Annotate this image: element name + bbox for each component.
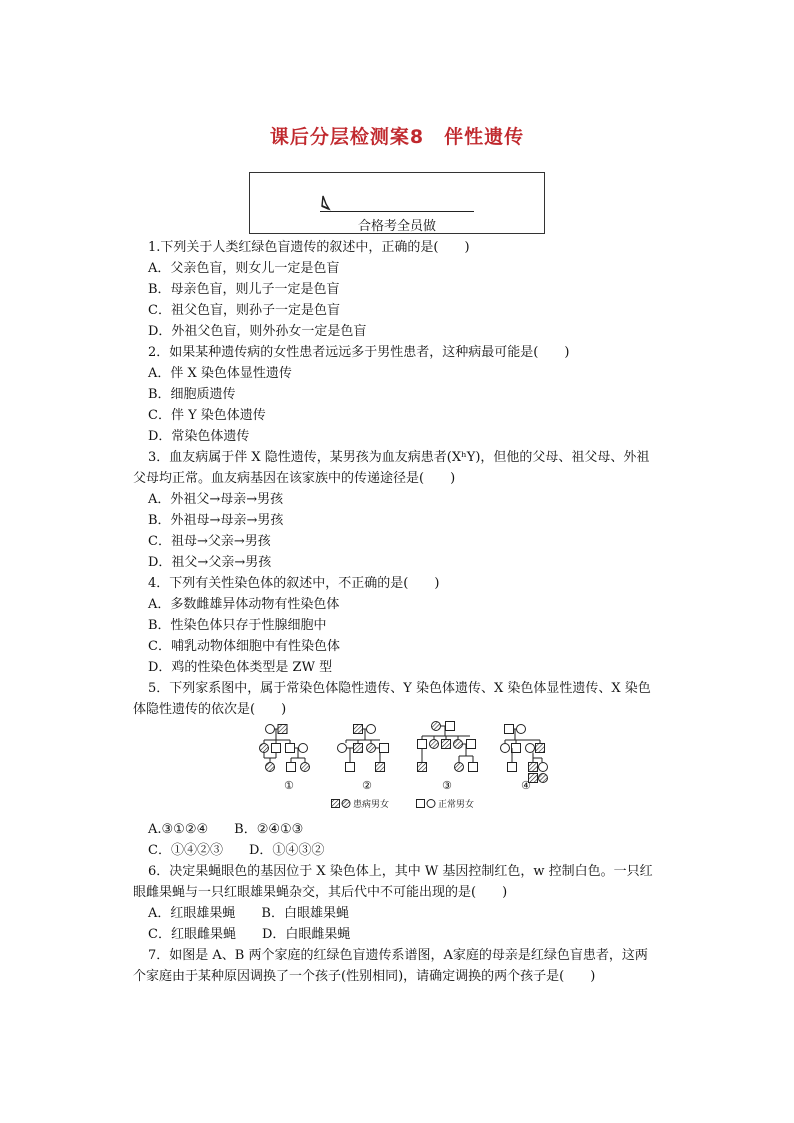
legend-affected-male-icon — [332, 800, 340, 808]
pedigree-4 — [501, 725, 548, 783]
option-5ab: A.③①②④ B．②④①③ — [148, 822, 304, 837]
option-3c: C．祖母→父亲→男孩 — [148, 534, 271, 549]
page-title: 课后分层检测案8 伴性遗传 — [269, 126, 525, 148]
option-1d: D．外祖父色盲，则外孙女一定是色盲 — [148, 324, 367, 339]
badge-rule — [320, 211, 474, 212]
option-3a: A．外祖父→母亲→男孩 — [148, 492, 284, 507]
option-4d: D．鸡的性染色体类型是 ZW 型 — [148, 660, 333, 675]
option-2c: C．伴 Y 染色体遗传 — [148, 408, 266, 423]
question-3-line2: 父母均正常。血友病基因在该家族中的传递途径是( ) — [133, 471, 456, 486]
badge-caption: 合格考全员做 — [357, 219, 436, 234]
option-6cd: C．红眼雌果蝇 D．白眼雌果蝇 — [148, 927, 351, 942]
pedigree-label-2: ② — [362, 779, 372, 792]
option-2a: A．伴 X 染色体显性遗传 — [148, 366, 292, 381]
option-1a: A．父亲色盲，则女儿一定是色盲 — [148, 261, 340, 276]
option-2b: B．细胞质遗传 — [148, 387, 236, 402]
option-3d: D．祖父→父亲→男孩 — [148, 555, 272, 570]
option-4b: B．性染色体只存于性腺细胞中 — [148, 618, 327, 633]
question-6-line2: 眼雌果蝇与一只红眼雄果蝇杂交，其后代中不可能出现的是( ) — [133, 885, 508, 900]
question-5-line2: 体隐性遗传的依次是( ) — [133, 702, 287, 717]
pedigree-figure — [250, 718, 550, 814]
option-1b: B．母亲色盲，则儿子一定是色盲 — [148, 282, 340, 297]
question-7-line2: 个家庭由于某种原因调换了一个孩子(性别相同)，请确定调换的两个孩子是( ) — [133, 969, 596, 984]
option-5cd: C．①④②③ D．①④③② — [148, 843, 325, 858]
question-5-line1: 5．下列家系图中，属于常染色体隐性遗传、Y 染色体遗传、X 染色体显性遗传、X 染色 — [148, 681, 651, 696]
legend-normal-female-icon — [427, 800, 435, 808]
option-6ab: A．红眼雄果蝇 B．白眼雄果蝇 — [148, 906, 349, 921]
level-badge — [249, 172, 545, 234]
question-1: 1.下列关于人类红绿色盲遗传的叙述中，正确的是( ) — [148, 240, 470, 255]
option-4c: C．哺乳动物体细胞中有性染色体 — [148, 639, 340, 654]
legend-normal-label: 正常男女 — [438, 800, 475, 810]
legend-normal-male-icon — [417, 800, 425, 808]
pedigree-2 — [338, 725, 389, 772]
option-2d: D．常染色体遗传 — [148, 429, 250, 444]
pedigree-3 — [418, 722, 478, 772]
option-3b: B．外祖母→母亲→男孩 — [148, 513, 284, 528]
pen-icon — [320, 195, 334, 211]
question-3-line1: 3．血友病属于伴 X 隐性遗传，某男孩为血友病患者(XʰY)，但他的父母、祖父母、外祖 — [148, 450, 650, 465]
question-2: 2．如果某种遗传病的女性患者远远多于男性患者，这种病最可能是( ) — [148, 345, 570, 360]
legend-affected-label: 患病男女 — [353, 800, 390, 810]
option-1c: C．祖父色盲，则孙子一定是色盲 — [148, 303, 340, 318]
legend-affected-female-icon — [342, 800, 350, 808]
option-4a: A．多数雌雄异体动物有性染色体 — [148, 597, 340, 612]
pedigree-label-1: ① — [284, 779, 294, 792]
pedigree-1 — [260, 725, 310, 772]
pedigree-label-3: ③ — [442, 779, 452, 792]
question-7-line1: 7．如图是 A、B 两个家庭的红绿色盲遗传系谱图，A家庭的母亲是红绿色盲患者，这两 — [148, 948, 648, 963]
pedigree-label-4: ④ — [521, 779, 531, 792]
question-4: 4．下列有关性染色体的叙述中，不正确的是( ) — [148, 576, 440, 591]
question-6-line1: 6．决定果蝇眼色的基因位于 X 染色体上，其中 W 基因控制红色，w 控制白色。一只红 — [148, 864, 653, 879]
